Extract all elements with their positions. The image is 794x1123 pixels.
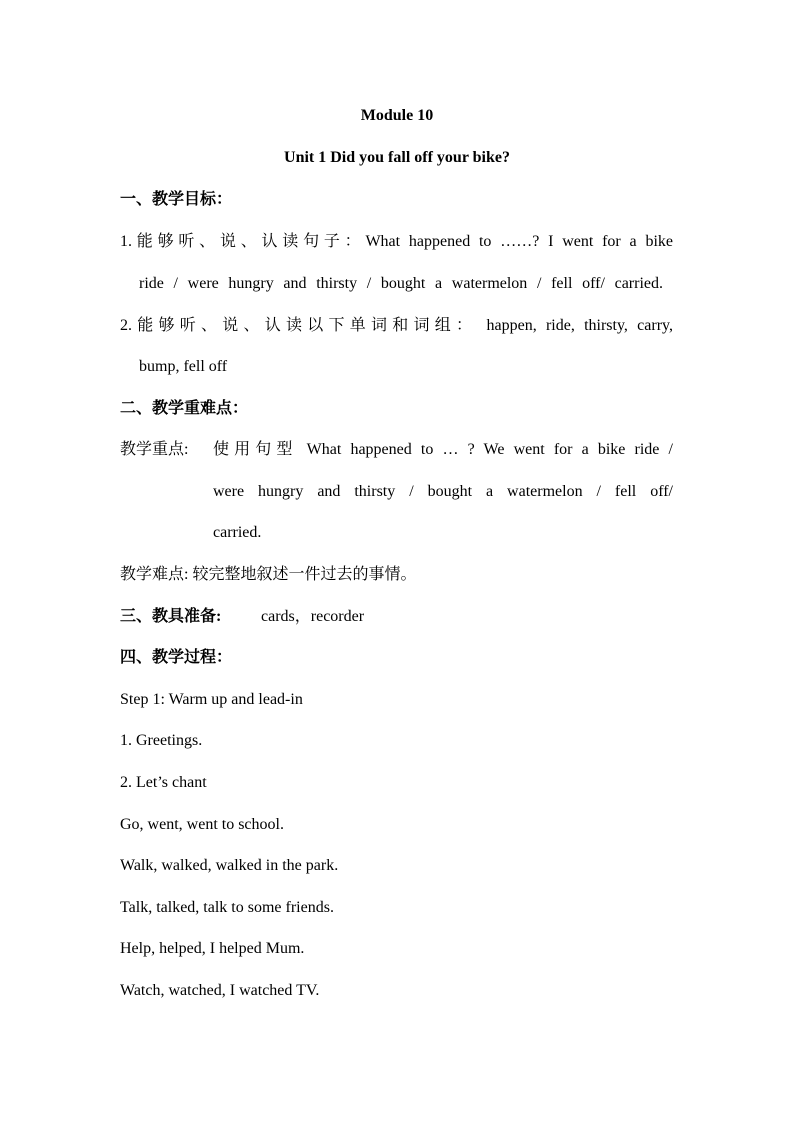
key-points-heading: 二、教学重难点： bbox=[120, 400, 249, 417]
tools-heading: 三、教具准备: bbox=[120, 608, 222, 625]
key-point-line-3: carried. bbox=[213, 524, 262, 541]
goal-1-line-1: 1.能够听、说、认读句子：What happened to ……? I went for a bike bbox=[120, 233, 673, 250]
chant-line: Watch, watched, I watched TV. bbox=[120, 982, 320, 999]
chant-line: Help, helped, I helped Mum. bbox=[120, 940, 305, 957]
key-point-label: 教学重点: bbox=[120, 441, 189, 458]
process-heading: 四、教学过程： bbox=[120, 649, 233, 666]
unit-title: Unit 1 Did you fall off your bike? bbox=[284, 149, 510, 166]
tools-items: cards，recorder bbox=[261, 608, 365, 625]
step-1: Step 1: Warm up and lead-in bbox=[120, 691, 303, 708]
goal-1-line-2: ride / were hungry and thirsty / bought a watermelon / fell off/ carried. bbox=[139, 275, 663, 292]
chant-line: Walk, walked, walked in the park. bbox=[120, 857, 339, 874]
chant-line: Talk, talked, talk to some friends. bbox=[120, 899, 334, 916]
step-1-item-2: 2. Let’s chant bbox=[120, 774, 207, 791]
key-point-line-2: were hungry and thirsty / bought a watermelon / fell off/ bbox=[213, 483, 673, 500]
chant-line: Go, went, went to school. bbox=[120, 816, 284, 833]
goal-2-line-1: 2.能够听、说、认读以下单词和词组： happen, ride, thirsty, carry, bbox=[120, 317, 673, 334]
page-title: Module 10 bbox=[360, 107, 434, 124]
goal-2-line-2: bump, fell off bbox=[139, 358, 228, 375]
step-1-item-1: 1. Greetings. bbox=[120, 732, 203, 749]
difficulty-point: 教学难点: 较完整地叙述一件过去的事情。 bbox=[120, 566, 417, 583]
key-point-line-1: 使用句型 What happened to … ? We went for a bike ride / bbox=[213, 441, 673, 458]
goals-heading: 一、教学目标： bbox=[120, 191, 233, 208]
